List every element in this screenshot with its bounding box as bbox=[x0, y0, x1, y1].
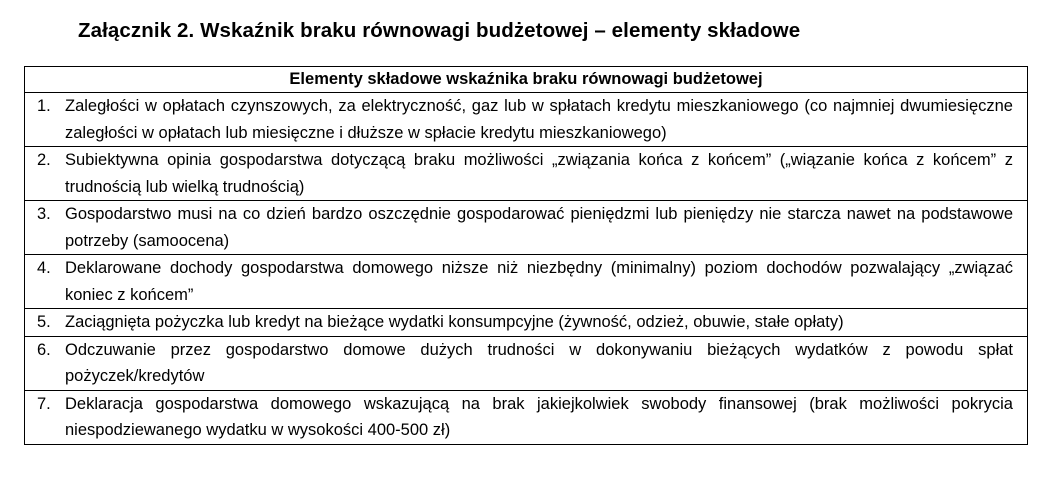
table-row bbox=[25, 93, 1027, 147]
row-number: 4. bbox=[37, 259, 51, 277]
row-text: Deklaracja gospodarstwa domowego wskazującą na brak jakiejkolwiek swobody finansowej (brak możliwości pokrycia niespodziewanego wydatku w wysokości 400-500 zł) bbox=[65, 394, 1013, 439]
row-text: Zaległości w opłatach czynszowych, za elektryczność, gaz lub w spłatach kredytu mieszkaniowego (co najmniej dwumiesięczne zaległości w opłatach lub miesięczne i dłuższe w spłacie kredytu mieszkaniowego) bbox=[65, 97, 1013, 142]
row-number: 1. bbox=[37, 97, 51, 115]
row-number: 2. bbox=[37, 151, 51, 169]
row-text: Gospodarstwo musi na co dzień bardzo oszczędnie gospodarować pieniędzmi lub pieniędzy nie starcza nawet na podstawowe potrzeby (samoocena) bbox=[65, 205, 1013, 250]
row-number: 5. bbox=[37, 313, 51, 331]
row-text: Deklarowane dochody gospodarstwa domowego niższe niż niezbędny (minimalny) poziom dochodów pozwalający „związać koniec z końcem” bbox=[65, 259, 1013, 304]
row-text: Subiektywna opinia gospodarstwa dotyczącą braku możliwości „związania końca z końcem” („wiązanie końca z końcem” z trudnością lub wielką trudnością) bbox=[65, 151, 1013, 196]
document-title: Załącznik 2. Wskaźnik braku równowagi budżetowej – elementy składowe bbox=[78, 19, 801, 42]
components-table bbox=[24, 66, 1028, 445]
table-row bbox=[25, 391, 1027, 445]
table-header: Elementy składowe wskaźnika braku równowagi budżetowej bbox=[25, 67, 1027, 93]
table-row bbox=[25, 201, 1027, 255]
table-row bbox=[25, 147, 1027, 201]
row-text: Odczuwanie przez gospodarstwo domowe dużych trudności w dokonywaniu bieżących wydatków z powodu spłat pożyczek/kredytów bbox=[65, 340, 1013, 385]
row-number: 6. bbox=[37, 340, 51, 359]
row-text: Zaciągnięta pożyczka lub kredyt na bieżące wydatki konsumpcyjne (żywność, odzież, obuwie, stałe opłaty) bbox=[65, 313, 844, 331]
table-row bbox=[25, 255, 1027, 309]
table-row bbox=[25, 337, 1027, 391]
row-number: 3. bbox=[37, 205, 51, 223]
table-row bbox=[25, 309, 1027, 337]
row-number: 7. bbox=[37, 394, 51, 413]
